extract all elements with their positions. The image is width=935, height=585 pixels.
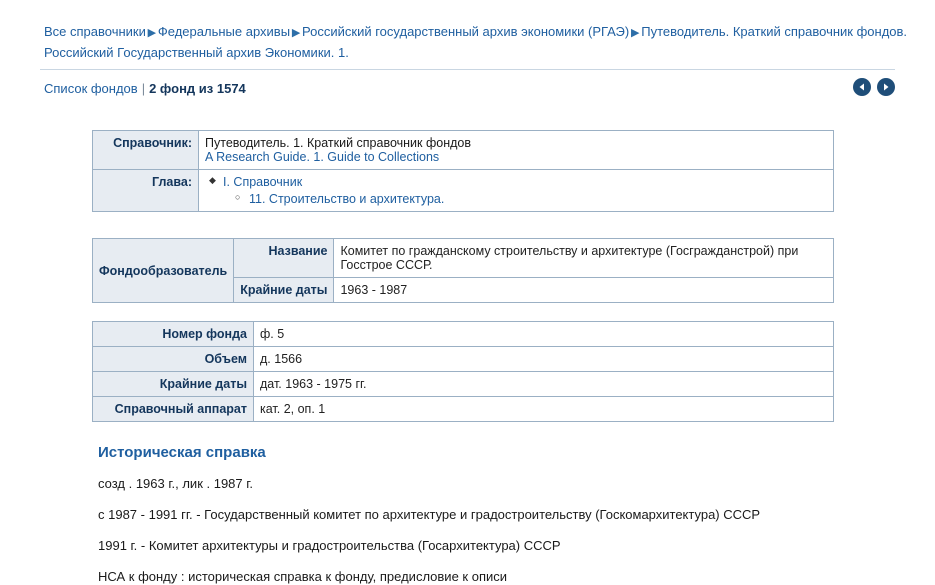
guide-row-reference xyxy=(93,131,834,170)
history-paragraph-1: с 1987 - 1991 гг. - Государственный комитет по архитектуре и градостроительству (Госкомархитектура) СССР xyxy=(98,507,761,522)
guide-label-reference: Справочник: xyxy=(93,131,199,170)
founder-label: Фондообразователь xyxy=(93,239,234,303)
fund-dates-label: Крайние даты xyxy=(93,372,254,397)
chapter-item-level1[interactable] xyxy=(223,175,827,189)
guide-title-en: A Research Guide. 1. Guide to Collections xyxy=(205,150,440,164)
previous-fund-button[interactable] xyxy=(853,78,871,96)
fund-volume-label: Объем xyxy=(93,347,254,372)
fund-number-label: Номер фонда xyxy=(93,322,254,347)
fund-volume-value: д. 1566 xyxy=(254,347,834,372)
breadcrumb-item-2[interactable]: Российский государственный архив экономики (РГАЭ) xyxy=(302,24,630,39)
guide-value-chapter xyxy=(199,170,834,212)
history-section xyxy=(98,444,858,585)
table-row xyxy=(93,372,834,397)
fund-navigation-bar xyxy=(44,78,895,104)
history-paragraph-0: созд . 1963 г., лик . 1987 г. xyxy=(98,476,254,491)
fund-list-link[interactable]: Список фондов xyxy=(44,81,138,96)
fund-dates-value: дат. 1963 - 1975 гг. xyxy=(254,372,834,397)
chapter-link-level2[interactable]: 11. Строительство и архитектура. xyxy=(249,192,445,206)
founder-dates-value: 1963 - 1987 xyxy=(334,278,834,303)
guide-section xyxy=(92,130,935,212)
fund-apparatus-value: кат. 2, оп. 1 xyxy=(254,397,834,422)
history-paragraph-2: 1991 г. - Комитет архитектуры и градостроительства (Госархитектура) СССР xyxy=(98,538,561,553)
founder-name-label: Название xyxy=(234,239,334,278)
history-paragraph-3: НСА к фонду : историческая справка к фонду, предисловие к описи xyxy=(98,569,508,584)
breadcrumb-separator-icon: ▶ xyxy=(147,27,157,39)
breadcrumb-separator-icon: ▶ xyxy=(291,27,301,39)
fund-pager xyxy=(853,78,895,96)
guide-title-ru: Путеводитель. 1. Краткий справочник фондов xyxy=(205,136,472,150)
fund-apparatus-label: Справочный аппарат xyxy=(93,397,254,422)
chapter-link-level1[interactable]: I. Справочник xyxy=(223,175,303,189)
guide-label-chapter: Глава: xyxy=(93,170,199,212)
table-row xyxy=(93,347,834,372)
founder-table xyxy=(92,238,834,303)
breadcrumb-item-1[interactable]: Федеральные архивы xyxy=(157,24,291,39)
founder-row-name xyxy=(93,239,834,278)
next-fund-button[interactable] xyxy=(877,78,895,96)
chapter-list xyxy=(205,175,827,206)
guide-row-chapter xyxy=(93,170,834,212)
table-row xyxy=(93,322,834,347)
breadcrumb-item-0[interactable]: Все справочники xyxy=(44,24,146,39)
subheader-divider: | xyxy=(141,81,146,96)
fund-counter: 2 фонд из 1574 xyxy=(149,81,246,96)
left-arrow-icon xyxy=(857,82,867,92)
right-arrow-icon xyxy=(881,82,891,92)
breadcrumb xyxy=(0,0,935,63)
founder-dates-label: Крайние даты xyxy=(234,278,334,303)
fund-number-value: ф. 5 xyxy=(254,322,834,347)
chapter-item-level2[interactable] xyxy=(249,192,827,206)
breadcrumb-separator-icon: ▶ xyxy=(631,27,640,39)
fund-properties-section xyxy=(92,321,935,422)
guide-table xyxy=(92,130,834,212)
fund-properties-table xyxy=(92,321,834,422)
founder-section xyxy=(92,238,935,303)
founder-name-value: Комитет по гражданскому строительству и архитектуре (Госгражданстрой) при Госстрое СССР. xyxy=(334,239,834,278)
table-row xyxy=(93,397,834,422)
guide-value-reference xyxy=(199,131,834,170)
history-title: Историческая справка xyxy=(98,444,266,461)
breadcrumb-item-3: Путеводитель. Краткий справочник фондов. Российский Государственный архив Экономики. 1. xyxy=(44,24,908,60)
breadcrumb-divider xyxy=(40,69,895,70)
